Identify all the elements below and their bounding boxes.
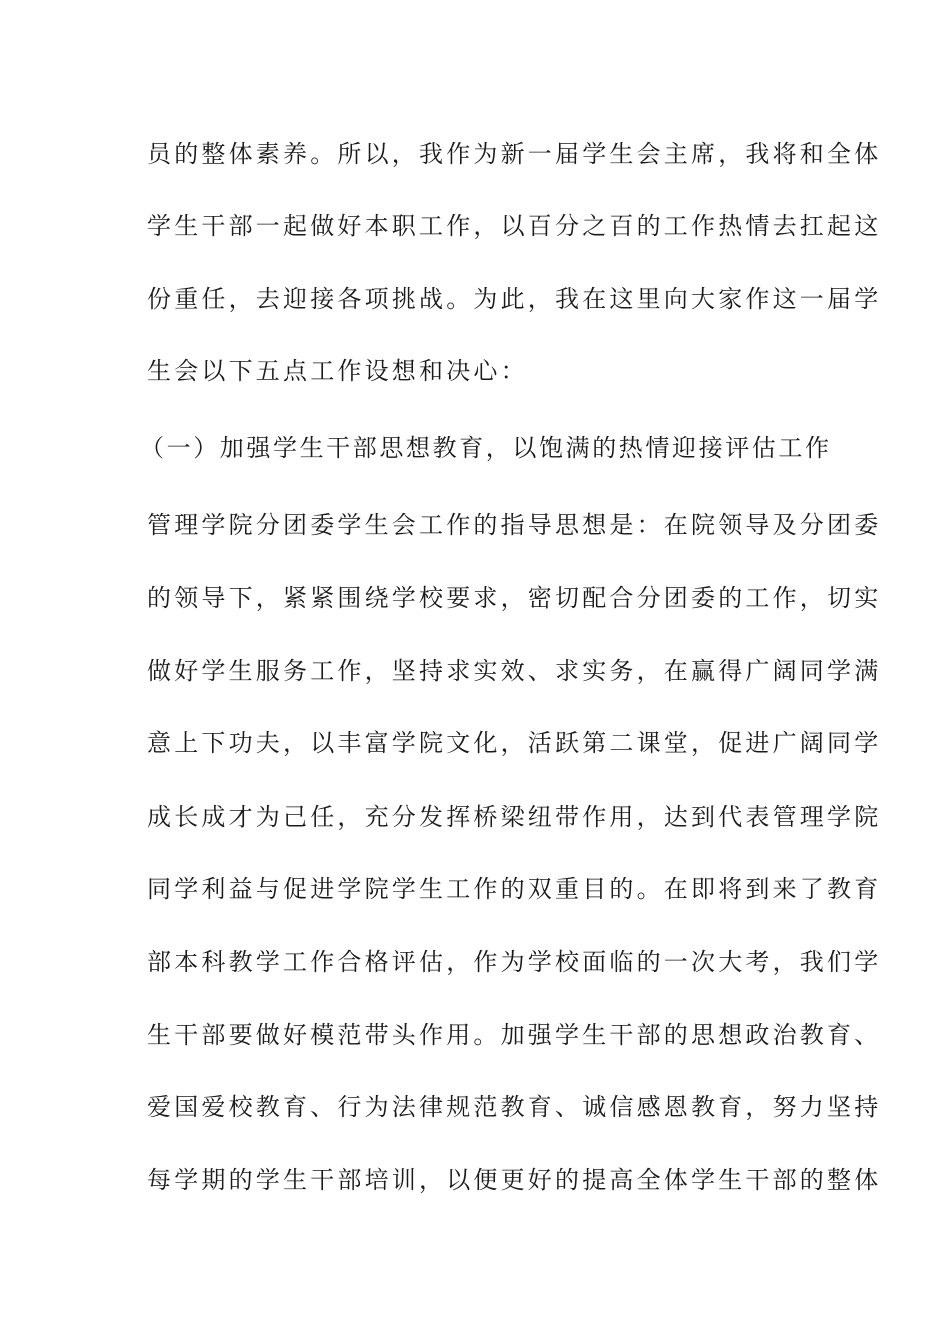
paragraph-line: 学生干部一起做好本职工作，以百分之百的工作热情去扛起这 xyxy=(147,212,882,240)
section-heading: （一）加强学生干部思想教育，以饱满的热情迎接评估工作 xyxy=(140,434,832,462)
paragraph-line: 生干部要做好模范带头作用。加强学生干部的思想政治教育、 xyxy=(147,1021,882,1049)
paragraph-line: 成长成才为己任，充分发挥桥梁纽带作用，达到代表管理学院 xyxy=(147,803,882,831)
paragraph-line: 管理学院分团委学生会工作的指导思想是：在院领导及分团委 xyxy=(147,511,882,539)
paragraph-line: 意上下功夫，以丰富学院文化，活跃第二课堂，促进广阔同学 xyxy=(147,729,882,757)
paragraph-line: 的领导下，紧紧围绕学校要求，密切配合分团委的工作，切实 xyxy=(147,584,882,612)
paragraph-line: 同学利益与促进学院学生工作的双重目的。在即将到来了教育 xyxy=(147,875,882,903)
paragraph-line: 员的整体素养。所以，我作为新一届学生会主席，我将和全体 xyxy=(147,140,882,168)
paragraph-line: 每学期的学生干部培训，以便更好的提高全体学生干部的整体 xyxy=(147,1166,882,1194)
paragraph-line: 做好学生服务工作，坚持求实效、求实务，在赢得广阔同学满 xyxy=(147,657,882,685)
paragraph-line: 爱国爱校教育、行为法律规范教育、诚信感恩教育，努力坚持 xyxy=(147,1093,882,1121)
paragraph-line: 生会以下五点工作设想和决心： xyxy=(147,357,528,385)
paragraph-line: 份重任，去迎接各项挑战。为此，我在这里向大家作这一届学 xyxy=(147,285,882,313)
paragraph-line: 部本科教学工作合格评估，作为学校面临的一次大考，我们学 xyxy=(147,948,882,976)
